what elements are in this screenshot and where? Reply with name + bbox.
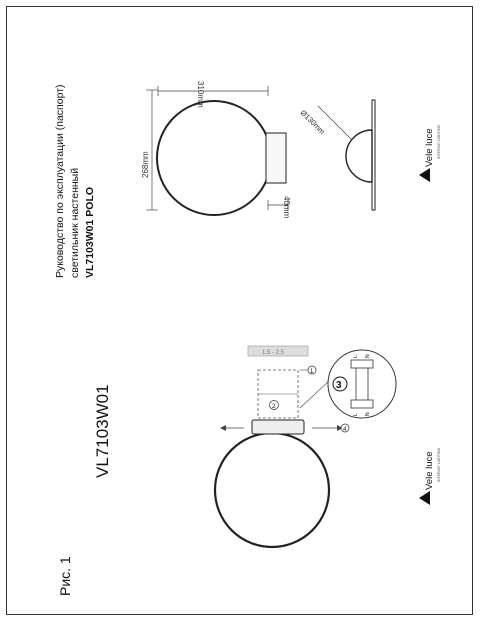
svg-text:4: 4	[343, 427, 347, 433]
callout-4	[341, 424, 349, 433]
callout-3	[333, 377, 347, 391]
brand-name: Vele luce	[424, 451, 435, 490]
terminal-l-top: L	[353, 355, 359, 358]
terminal-l-bottom: L	[353, 413, 359, 416]
terminal-n-top: N	[365, 354, 371, 358]
width-dimension-label: 310mm	[196, 81, 205, 108]
ring-outline-large	[215, 433, 329, 547]
model-code: VL7103W01	[93, 384, 112, 478]
callout-2	[270, 401, 279, 411]
triangle-logo-icon	[419, 168, 430, 182]
callout-1	[308, 366, 316, 375]
brand-tagline: INTERIOR LIGHTING	[437, 447, 441, 482]
triangle-logo-icon	[419, 491, 430, 505]
svg-text:3: 3	[336, 380, 342, 391]
brand-name: Vele luce	[424, 128, 435, 167]
wall-mount	[266, 133, 286, 183]
figure-label: Рис. 1	[57, 556, 73, 596]
front-view-drawing	[141, 81, 291, 219]
header-line-2: светильник настенный	[69, 167, 81, 278]
brand-logo-top	[419, 124, 441, 182]
side-view-drawing	[299, 100, 375, 210]
svg-text:2: 2	[272, 403, 276, 410]
header-line-1: Руководство по эксплуатации (паспорт)	[54, 84, 66, 278]
wiring-detail	[328, 350, 396, 418]
ring-outline	[157, 101, 271, 215]
depth-dimension-label: 40mm	[282, 196, 291, 219]
brand-tagline: INTERIOR LIGHTING	[437, 124, 441, 159]
terminal-n-bottom: N	[365, 412, 371, 416]
brand-logo-bottom	[419, 447, 441, 505]
header-line-3: VL7103W01 POLO	[84, 186, 96, 278]
mount-cylinder	[252, 420, 304, 434]
height-dimension-label: 268mm	[141, 151, 150, 178]
svg-text:1: 1	[310, 369, 314, 375]
wall-plate-tag: 1.5 - 2.5	[262, 350, 285, 356]
diameter-dimension-label: Ø130mm	[298, 108, 327, 137]
